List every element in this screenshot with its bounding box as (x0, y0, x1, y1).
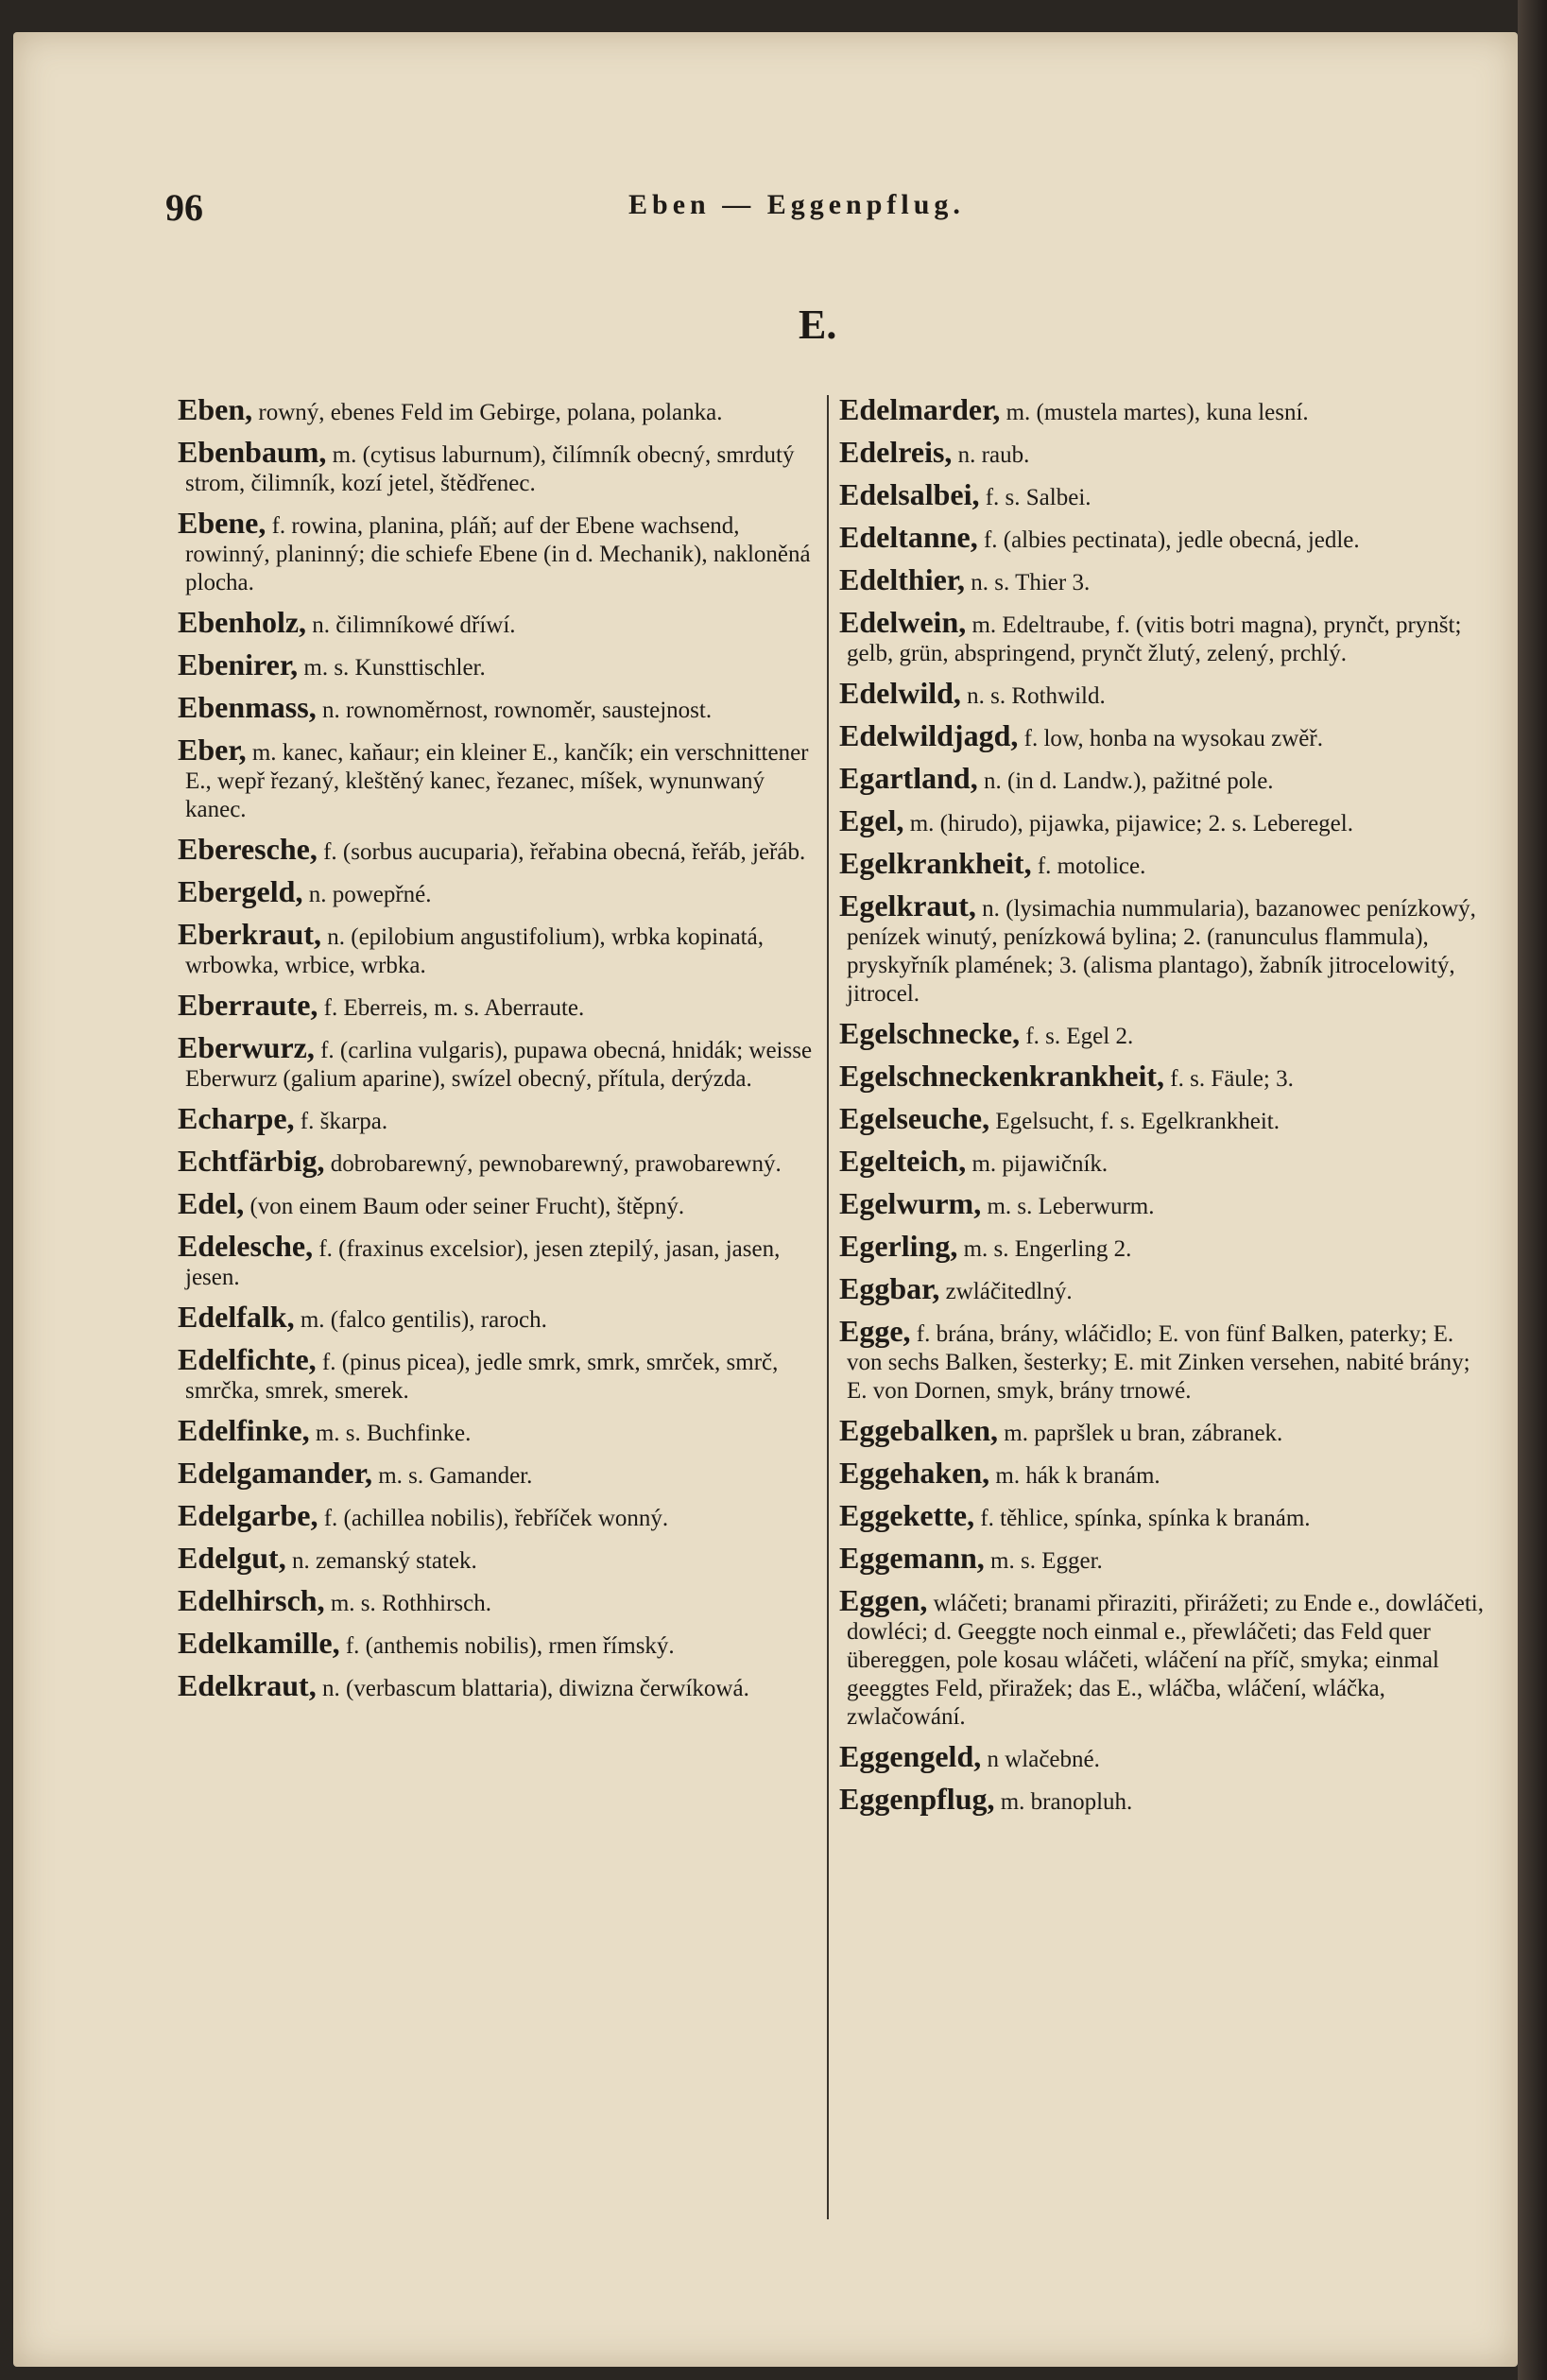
entry-headword: Egelteich, (839, 1144, 967, 1178)
entry-definition: f. (anthemis nobilis), rmen římský. (345, 1633, 675, 1659)
entry-headword: Eberraute, (178, 988, 318, 1022)
dictionary-entry (839, 562, 1487, 597)
dictionary-entry (178, 988, 816, 1023)
dictionary-entry (178, 1030, 816, 1094)
left-column (178, 392, 816, 1714)
entry-definition: f. těhlice, spínka, spínka k branám. (980, 1506, 1311, 1531)
entry-definition: m. s. Egger. (990, 1548, 1103, 1574)
entry-headword: Ebenholz, (178, 605, 307, 639)
entry-headword: Eggebalken, (839, 1413, 999, 1447)
entry-definition: f. (achillea nobilis), řebříček wonný. (323, 1506, 669, 1531)
entry-headword: Egartland, (839, 761, 978, 795)
entry-definition: zwláčitedlný. (945, 1279, 1073, 1304)
entry-headword: Echarpe, (178, 1101, 295, 1135)
entry-headword: Ebene, (178, 506, 266, 540)
right-column (839, 392, 1487, 1827)
entry-headword: Egelkraut, (839, 888, 976, 923)
page-number: 96 (165, 186, 203, 229)
dictionary-entry (839, 761, 1487, 796)
dictionary-entry (839, 1186, 1487, 1221)
entry-definition: m. hák k branám. (995, 1463, 1160, 1489)
dictionary-entry (839, 846, 1487, 881)
dictionary-entry (178, 1458, 816, 1491)
entry-definition: (von einem Baum oder seiner Frucht), štěpný. (249, 1194, 685, 1219)
entry-definition: rowný, ebenes Feld im Gebirge, polana, polanka. (258, 400, 723, 425)
entry-headword: Eggbar, (839, 1271, 940, 1305)
entry-definition: m. s. Buchfinke. (315, 1421, 472, 1446)
entry-headword: Egelschneckenkrankheit, (839, 1059, 1165, 1093)
entry-definition: f. Eberreis, m. s. Aberraute. (323, 995, 585, 1021)
entry-definition: n. zemanský statek. (291, 1548, 477, 1574)
dictionary-entry (178, 435, 816, 498)
entry-definition: f. (carlina vulgaris), pupawa obecná, hnidák; weisse Eberwurz (galium aparine), swízel obecný, přítula, derýzda. (185, 1038, 813, 1092)
entry-headword: Egge, (839, 1314, 911, 1348)
entry-definition: n. rownoměrnost, rownoměr, saustejnost. (321, 698, 713, 723)
entry-definition: n. (lysimachia nummularia), bazanowec penízkowý, penízek winutý, penízkowá bylina; 2. (ranunculus flammula), pryskyřník plamének; 3. (alisma plantago), žabník jitrocelowitý, jitrocel. (847, 896, 1476, 1007)
dictionary-entry (178, 1229, 816, 1292)
entry-headword: Edeltanne, (839, 520, 978, 554)
entry-headword: Edelwild, (839, 676, 961, 710)
entry-headword: Edelfichte, (178, 1342, 317, 1376)
entry-definition: n. raub. (957, 442, 1030, 468)
entry-headword: Edelkraut, (178, 1668, 317, 1702)
dictionary-entry (839, 1101, 1487, 1136)
section-letter: E. (799, 302, 837, 348)
entry-headword: Egelkrankheit, (839, 846, 1032, 880)
dictionary-entry (839, 718, 1487, 753)
entry-definition: n. (epilobium angustifolium), wrbka kopinatá, wrbowka, wrbice, wrbka. (185, 924, 764, 978)
entry-headword: Egelschnecke, (839, 1016, 1021, 1050)
entry-definition: m. s. Kunsttischler. (303, 655, 486, 681)
entry-definition: Egelsucht, f. s. Egelkrankheit. (995, 1109, 1280, 1134)
entry-headword: Edelfinke, (178, 1413, 310, 1447)
entry-definition: wláčeti; branami přiraziti, přirážeti; zu Ende e., dowláčeti, dowléci; d. Geeggte noch einmal e., přewláčeti; das Feld quer übereggen, pole kosau wláčeti, wláčení na příč, smyka; einmal geeggtes Feld, přiražek; das E., wláčba, wláčení, wláčka, zwlačowání. (847, 1591, 1484, 1730)
dictionary-entry (178, 1626, 816, 1661)
entry-headword: Eggenpflug, (839, 1782, 995, 1816)
entry-headword: Echtfärbig, (178, 1144, 325, 1178)
dictionary-entry (178, 1668, 816, 1703)
dictionary-entry (839, 1583, 1487, 1732)
dictionary-entry (839, 676, 1487, 711)
entry-headword: Eggekette, (839, 1498, 975, 1532)
entry-headword: Edelfalk, (178, 1300, 295, 1334)
entry-definition: m. s. Leberwurm. (987, 1194, 1155, 1219)
dictionary-entry (839, 1541, 1487, 1576)
book-spine-edge (1518, 0, 1547, 2380)
dictionary-entry (839, 1144, 1487, 1179)
dictionary-entry (839, 520, 1487, 555)
dictionary-entry (839, 1458, 1487, 1491)
entry-headword: Eber, (178, 733, 247, 767)
entry-headword: Eberwurz, (178, 1030, 315, 1064)
dictionary-entry (178, 874, 816, 909)
entry-headword: Eben, (178, 392, 253, 426)
dictionary-entry (839, 1782, 1487, 1817)
dictionary-entry (178, 832, 816, 867)
entry-definition: m. s. Engerling 2. (963, 1236, 1132, 1262)
entry-headword: Edelkamille, (178, 1626, 340, 1660)
dictionary-entry (839, 477, 1487, 512)
entry-definition: m. (falco gentilis), raroch. (300, 1307, 547, 1333)
dictionary-entry (839, 1739, 1487, 1774)
dictionary-entry (178, 1541, 816, 1576)
dictionary-entry (178, 735, 816, 824)
entry-headword: Eggengeld, (839, 1739, 982, 1773)
entry-definition: f. (sorbus aucuparia), řeřabina obecná, řeřáb, jeřáb. (323, 839, 806, 865)
entry-definition: f. škarpa. (300, 1109, 388, 1134)
entry-definition: f. motolice. (1037, 854, 1146, 879)
entry-definition: n wlačebné. (987, 1747, 1100, 1772)
dictionary-entry (178, 1101, 816, 1136)
dictionary-entry (839, 1271, 1487, 1306)
entry-definition: m. pijawičník. (971, 1151, 1109, 1177)
entry-headword: Edelgut, (178, 1541, 286, 1575)
dictionary-entry (178, 690, 816, 725)
dictionary-entry (839, 1413, 1487, 1448)
dictionary-entry (178, 1342, 816, 1406)
dictionary-entry (839, 605, 1487, 668)
entry-headword: Ebenirer, (178, 647, 299, 681)
entry-headword: Ebenmass, (178, 690, 317, 724)
dictionary-entry (839, 888, 1487, 1009)
dictionary-entry (178, 1583, 816, 1618)
entry-headword: Edelgarbe, (178, 1498, 318, 1532)
dictionary-entry (839, 435, 1487, 470)
entry-headword: Egelwurm, (839, 1186, 982, 1220)
entry-headword: Egelseuche, (839, 1101, 990, 1135)
entry-definition: n. s. Thier 3. (971, 570, 1091, 595)
entry-headword: Edelmarder, (839, 392, 1001, 426)
entry-headword: Egerling, (839, 1229, 958, 1263)
entry-definition: dobrobarewný, pewnobarewný, prawobarewný. (330, 1151, 782, 1177)
entry-definition: f. s. Salbei. (985, 485, 1091, 510)
dictionary-entry (839, 1061, 1487, 1094)
entry-definition: m. (cytisus laburnum), čilímník obecný, smrdutý strom, čilimník, kozí jetel, štědřenec. (185, 442, 795, 496)
dictionary-entry (839, 1229, 1487, 1264)
entry-headword: Edelwildjagd, (839, 718, 1019, 752)
entry-headword: Edelthier, (839, 562, 966, 596)
entry-headword: Egel, (839, 803, 904, 837)
running-head: Eben — Eggenpflug. (628, 189, 965, 220)
entry-headword: Edelsalbei, (839, 477, 980, 511)
dictionary-entry (839, 392, 1487, 427)
entry-headword: Edelwein, (839, 605, 967, 639)
entry-definition: f. low, honba na wysokau zwěř. (1023, 726, 1323, 751)
entry-definition: m. s. Rothhirsch. (330, 1591, 491, 1616)
entry-definition: f. (fraxinus excelsior), jesen ztepilý, jasan, jasen, jesen. (185, 1236, 781, 1290)
dictionary-entry (178, 1144, 816, 1179)
entry-definition: m. kanec, kaňaur; ein kleiner E., kančík; ein verschnittener E., wepř řezaný, kleštěný kanec, řezanec, míšek, wynunwaný kanec. (185, 740, 809, 822)
dictionary-entry (178, 506, 816, 597)
dictionary-entry (839, 1314, 1487, 1406)
entry-headword: Edel, (178, 1186, 245, 1220)
entry-headword: Edelhirsch, (178, 1583, 325, 1617)
dictionary-entry (178, 1186, 816, 1221)
entry-definition: n. s. Rothwild. (967, 683, 1106, 709)
dictionary-entry (178, 647, 816, 682)
column-divider (827, 395, 829, 2219)
entry-headword: Eberesche, (178, 832, 318, 866)
entry-definition: m. Edeltraube, f. (vitis botri magna), prynčt, prynšt; gelb, grün, abspringend, prynčt žlutý, zelený, prchlý. (847, 612, 1462, 666)
page-header (165, 185, 1498, 233)
entry-definition: f. s. Fäule; 3. (1170, 1066, 1294, 1092)
entry-headword: Edelgamander, (178, 1456, 372, 1490)
entry-headword: Eberkraut, (178, 917, 321, 951)
entry-headword: Ebenbaum, (178, 435, 327, 469)
entry-definition: f. rowina, planina, pláň; auf der Ebene wachsend, rowinný, planinný; die schiefe Ebene (in d. Mechanik), nakloněná plocha. (185, 513, 811, 595)
dictionary-entry (178, 392, 816, 427)
entry-definition: n. (in d. Landw.), pažitné pole. (983, 768, 1274, 794)
dictionary-entry (178, 1413, 816, 1448)
dictionary-entry (178, 1498, 816, 1533)
dictionary-entry (178, 605, 816, 640)
entry-definition: m. (hirudo), pijawka, pijawice; 2. s. Leberegel. (909, 811, 1353, 836)
dictionary-entry (178, 1302, 816, 1335)
entry-headword: Eggehaken, (839, 1456, 990, 1490)
entry-definition: m. branopluh. (1000, 1789, 1133, 1815)
dictionary-entry (839, 803, 1487, 838)
entry-headword: Edelesche, (178, 1229, 314, 1263)
entry-definition: m. s. Gamander. (378, 1463, 533, 1489)
entry-headword: Ebergeld, (178, 874, 303, 908)
dictionary-entry (839, 1016, 1487, 1051)
entry-definition: m. (mustela martes), kuna lesní. (1006, 400, 1309, 425)
dictionary-entry (178, 917, 816, 980)
entry-headword: Edelreis, (839, 435, 953, 469)
entry-definition: f. (pinus picea), jedle smrk, smrk, smrček, smrč, smrčka, smrek, smerek. (185, 1350, 779, 1404)
entry-definition: f. brána, brány, wláčidlo; E. von fünf Balken, paterky; E. von sechs Balken, šesterky; E. mit Zinken versehen, nabité brány; E. von Dornen, smyk, brány trnowé. (847, 1321, 1470, 1404)
dictionary-entry (839, 1498, 1487, 1533)
entry-headword: Eggen, (839, 1583, 928, 1617)
entry-definition: n. (verbascum blattaria), diwizna čerwíkowá. (321, 1676, 749, 1701)
entry-definition: f. s. Egel 2. (1025, 1024, 1134, 1049)
entry-definition: f. (albies pectinata), jedle obecná, jedle. (983, 527, 1360, 553)
entry-definition: m. papršlek u bran, zábranek. (1004, 1421, 1283, 1446)
entry-headword: Eggemann, (839, 1541, 985, 1575)
entry-definition: n. čilimníkowé dříwí. (312, 612, 516, 638)
entry-definition: n. powepřné. (308, 882, 432, 907)
